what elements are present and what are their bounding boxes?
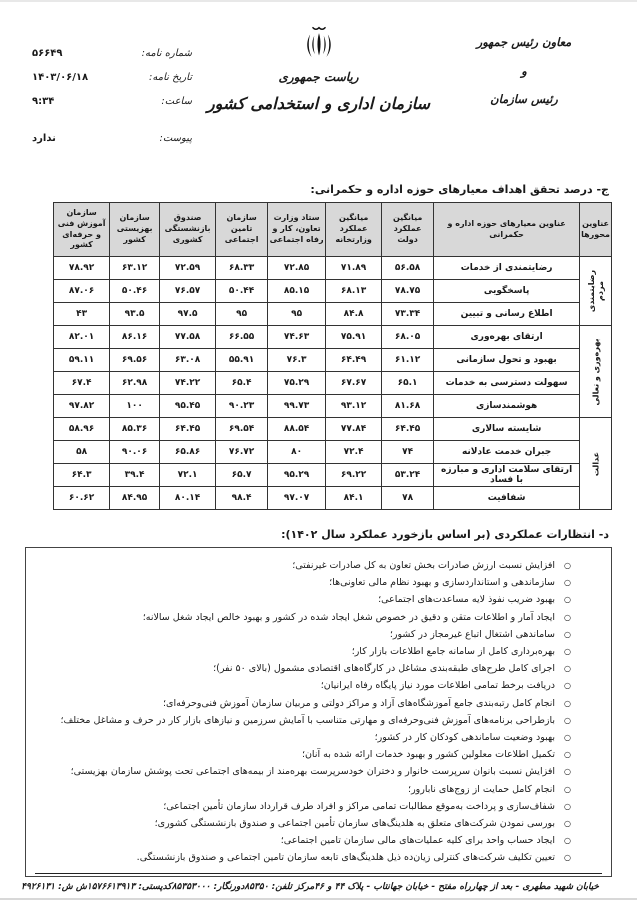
- criteria-table: [53, 202, 612, 510]
- value-cell: ۸۴.۱: [326, 487, 382, 510]
- value-cell: ۶۴.۴۵: [160, 418, 216, 441]
- expectations-box: [25, 547, 612, 877]
- value-cell: ۷۶.۷۲: [216, 441, 268, 464]
- table-row: [54, 372, 612, 395]
- expectation-item: [34, 591, 597, 608]
- value-cell: ۶۲.۹۸: [110, 372, 160, 395]
- table-row: [54, 418, 612, 441]
- signer-title-line2: و: [521, 63, 527, 78]
- value-cell: ۶۳.۱۲: [110, 257, 160, 280]
- expectation-text: دریافت برخط تمامی اطلاعات مورد نیاز پایگاه رفاه ایرانیان؛: [320, 680, 556, 692]
- expectation-text: بورسی نمودن شرکت‌های متعلق به هلدینگ‌های سازمان تأمین اجتماعی و صندوق بازنشستگی کشوری؛: [154, 818, 556, 830]
- expectation-text: تکمیل اطلاعات معلولین کشور و بهبود خدمات ارائه شده به آنان؛: [301, 749, 556, 761]
- value-cell: ۹۰.۰۶: [110, 441, 160, 464]
- expectation-item: [34, 815, 597, 832]
- footer-registry-number: ش ش: ۴۹۲۶۱۳۱: [21, 882, 87, 892]
- value-cell: ۷۲.۵۹: [160, 257, 216, 280]
- value-cell: ۶۵.۸۶: [160, 441, 216, 464]
- bullet-icon: ○: [564, 819, 571, 829]
- value-cell: ۷۸.۹۲: [54, 257, 110, 280]
- expectation-item: [34, 626, 597, 643]
- axis-group-cell: [580, 326, 612, 418]
- value-cell: ۸۷.۰۶: [54, 280, 110, 303]
- criteria-cell: رضایتمندی از خدمات: [434, 257, 580, 280]
- header-axes: عناوین محورها: [580, 203, 612, 257]
- value-cell: ۸۰.۱۴: [160, 487, 216, 510]
- axis-group-label: بهره‌وری و تعالی: [590, 337, 600, 406]
- value-cell: ۸۰: [268, 441, 326, 464]
- expectation-text: تعیین تکلیف شرکت‌های کنترلی زیان‌ده ذیل هلدینگ‌های تابعه سازمان تامین اجتماعی و صندوق بازنشستگی.: [136, 852, 556, 864]
- value-cell: ۷۴.۶۳: [268, 326, 326, 349]
- criteria-cell: پاسخگویی: [434, 280, 580, 303]
- expectation-text: بهبود وضعیت ساماندهی کودکان کار در کشور؛: [374, 732, 556, 744]
- footer-divider: [35, 873, 602, 874]
- bullet-icon: ○: [564, 578, 571, 588]
- value-cell: ۶۵.۴: [216, 372, 268, 395]
- org-name: سازمان اداری و استخدامی کشور: [206, 94, 431, 113]
- axis-group-cell: [580, 418, 612, 510]
- value-cell: ۶۹.۲۲: [326, 464, 382, 487]
- value-cell: ۶۹.۵۴: [216, 418, 268, 441]
- value-cell: ۸۶.۱۶: [110, 326, 160, 349]
- letter-attachment-label: پیوست:: [159, 133, 192, 144]
- bullet-icon: ○: [564, 595, 571, 605]
- value-cell: ۷۵.۹۱: [326, 326, 382, 349]
- signer-block: [459, 36, 589, 106]
- value-cell: ۹۵: [268, 303, 326, 326]
- org-block: [204, 24, 434, 113]
- expectation-item: [34, 660, 597, 677]
- value-cell: ۶۵.۷: [216, 464, 268, 487]
- criteria-cell: بهبود و تحول سازمانی: [434, 349, 580, 372]
- letterhead: [0, 2, 637, 177]
- value-cell: ۵۸.۹۶: [54, 418, 110, 441]
- value-cell: ۶۳.۰۸: [160, 349, 216, 372]
- header-ministry-hq: ستاد وزارت تعاون، کار و رفاه اجتماعی: [268, 203, 326, 257]
- value-cell: ۵۰.۴۶: [110, 280, 160, 303]
- letter-date-label: تاریخ نامه:: [149, 72, 192, 83]
- value-cell: ۶۷.۶۷: [326, 372, 382, 395]
- header-ministry-average: میانگین عملکرد وزارتخانه: [326, 203, 382, 257]
- bullet-icon: ○: [564, 664, 571, 674]
- table-row: [54, 487, 612, 510]
- letter-time-label: ساعت:: [161, 96, 192, 107]
- bullet-icon: ○: [564, 612, 571, 622]
- criteria-cell: شایسته سالاری: [434, 418, 580, 441]
- criteria-cell: ارتقای سلامت اداری و مبارزه با فساد: [434, 464, 580, 487]
- value-cell: ۷۸.۷۵: [382, 280, 434, 303]
- value-cell: ۷۶.۳: [268, 349, 326, 372]
- letter-number-row: [32, 48, 192, 59]
- letter-number-label: شماره نامه:: [141, 48, 192, 59]
- value-cell: ۷۵.۲۹: [268, 372, 326, 395]
- expectation-text: افزایش نسبت ارزش صادرات بخش تعاون به کل صادرات غیرنفتی؛: [292, 560, 556, 571]
- criteria-cell: سهولت دسترسی به خدمات: [434, 372, 580, 395]
- axis-group-label: رضایتمندی مردم: [586, 269, 605, 313]
- letter-time-value: ۹:۳۴: [32, 96, 55, 107]
- letter-number-value: ۵۶۶۴۹: [32, 48, 63, 59]
- value-cell: ۸۵.۱۵: [268, 280, 326, 303]
- header-gov-average: میانگین عملکرد دولت: [382, 203, 434, 257]
- section-c-title: ج- درصد تحقق اهداف معیارهای حوزه اداره و حکمرانی:: [310, 183, 609, 196]
- value-cell: ۵۰.۴۴: [216, 280, 268, 303]
- footer-address: خیابان شهید مطهری - بعد از چهارراه مفتح - خیابان جهانتاب - پلاک ۴۴ و ۴۶: [314, 882, 599, 892]
- value-cell: ۵۶.۵۸: [382, 257, 434, 280]
- bullet-icon: ○: [564, 681, 571, 691]
- value-cell: ۳۹.۴: [110, 464, 160, 487]
- signer-title-line1: معاون رئیس جمهور: [476, 35, 572, 49]
- criteria-cell: هوشمندسازی: [434, 395, 580, 418]
- value-cell: ۸۴.۸: [326, 303, 382, 326]
- value-cell: ۹۷.۵: [160, 303, 216, 326]
- header-pension-fund: صندوق بازنشستگی کشوری: [160, 203, 216, 257]
- table-row: [54, 441, 612, 464]
- value-cell: ۸۵.۳۶: [110, 418, 160, 441]
- expectation-text: انجام کامل رتبه‌بندی جامع آموزشگاه‌های آزاد و مراکز دولتی و مربیان سازمان آموزش فنی‌وحرفه‌ای؛: [162, 697, 556, 709]
- bullet-icon: ○: [564, 698, 571, 708]
- value-cell: ۷۸: [382, 487, 434, 510]
- expectation-text: سازماندهی و استانداردسازی و بهبود نظام مالی تعاونی‌ها؛: [329, 577, 556, 589]
- bullet-icon: ○: [564, 836, 571, 846]
- table-row: [54, 280, 612, 303]
- bullet-icon: ○: [564, 750, 571, 760]
- value-cell: ۸۱.۶۸: [382, 395, 434, 418]
- bullet-icon: ○: [564, 767, 571, 777]
- value-cell: ۱۰۰: [110, 395, 160, 418]
- value-cell: ۶۹.۵۶: [110, 349, 160, 372]
- expectation-item: [34, 763, 597, 780]
- iran-emblem-icon: [302, 24, 336, 68]
- value-cell: ۹۵: [216, 303, 268, 326]
- criteria-cell: جبران خدمت عادلانه: [434, 441, 580, 464]
- header-tvto: سازمان آموزش فنی و حرفه‌ای کشور: [54, 203, 110, 257]
- value-cell: ۹۵.۲۹: [268, 464, 326, 487]
- table-row: [54, 257, 612, 280]
- letter-attachment-value: ندارد: [32, 133, 56, 144]
- value-cell: ۶۱.۱۲: [382, 349, 434, 372]
- header-criteria: عناوین معیارهای حوزه اداره و حکمرانی: [434, 203, 580, 257]
- expectation-text: اجرای کامل طرح‌های طبقه‌بندی مشاغل در کارگاه‌های اقتصادی مشمول (بالای ۵۰ نفر)؛: [213, 663, 556, 675]
- bullet-icon: ○: [564, 647, 571, 657]
- letter-meta: [32, 48, 192, 157]
- expectation-item: [34, 832, 597, 849]
- value-cell: ۶۴.۴۵: [382, 418, 434, 441]
- expectation-text: ایجاد حساب واحد برای کلیه عملیات‌های مالی سازمان تامین اجتماعی؛: [280, 835, 556, 847]
- letter-date-value: ۱۴۰۳/۰۶/۱۸: [32, 72, 89, 83]
- value-cell: ۶۸.۰۵: [382, 326, 434, 349]
- section-d-title: د- انتظارات عملکردی (بر اساس بازخورد عملکرد سال ۱۴۰۲):: [281, 528, 609, 541]
- expectation-text: انجام کامل حمایت از زوج‌های نابارور؛: [408, 783, 556, 795]
- table-row: [54, 326, 612, 349]
- value-cell: ۶۸.۳۳: [216, 257, 268, 280]
- value-cell: ۶۴.۴۹: [326, 349, 382, 372]
- expectation-text: بازطراحی برنامه‌های آموزش فنی‌وحرفه‌ای و مهارتی متناسب با آمایش سرزمین و نیازهای بازار کار در حرف و مشاغل مختلف؛: [60, 714, 556, 726]
- value-cell: ۸۸.۵۴: [268, 418, 326, 441]
- value-cell: ۷۲.۴: [326, 441, 382, 464]
- expectation-item: [34, 643, 597, 660]
- value-cell: ۴۳: [54, 303, 110, 326]
- value-cell: ۹۷.۰۷: [268, 487, 326, 510]
- value-cell: ۹۹.۷۳: [268, 395, 326, 418]
- value-cell: ۵۹.۱۱: [54, 349, 110, 372]
- axis-group-label: عدالت: [590, 451, 600, 476]
- header-social-security-org: سازمان تامین اجتماعی: [216, 203, 268, 257]
- table-row: [54, 464, 612, 487]
- value-cell: ۷۶.۵۷: [160, 280, 216, 303]
- value-cell: ۹۸.۴: [216, 487, 268, 510]
- value-cell: ۹۳.۵: [110, 303, 160, 326]
- expectation-item: [34, 557, 597, 574]
- expectation-text: بهره‌برداری کامل از سامانه جامع اطلاعات بازار کار؛: [351, 646, 556, 658]
- value-cell: ۷۴.۲۲: [160, 372, 216, 395]
- expectation-item: [34, 712, 597, 729]
- value-cell: ۷۱.۸۹: [326, 257, 382, 280]
- value-cell: ۷۲.۸۵: [268, 257, 326, 280]
- criteria-cell: ارتقای بهره‌وری: [434, 326, 580, 349]
- bullet-icon: ○: [564, 629, 571, 639]
- value-cell: ۶۶.۵۵: [216, 326, 268, 349]
- value-cell: ۹۳.۱۲: [326, 395, 382, 418]
- value-cell: ۷۲.۱: [160, 464, 216, 487]
- value-cell: ۶۸.۱۳: [326, 280, 382, 303]
- bullet-icon: ○: [564, 853, 571, 863]
- expectation-text: ساماندهی اشتغال اتباع غیرمجاز در کشور؛: [389, 628, 556, 640]
- expectation-text: ایجاد آمار و اطلاعات متقن و دقیق در خصوص شغل ایجاد شده در کشور و بهبود خالص ایجاد شغل سالانه؛: [142, 611, 556, 623]
- value-cell: ۹۷.۸۲: [54, 395, 110, 418]
- bullet-icon: ○: [564, 733, 571, 743]
- criteria-cell: شفافیت: [434, 487, 580, 510]
- criteria-table-body: [54, 257, 612, 510]
- criteria-cell: اطلاع رسانی و تبیین: [434, 303, 580, 326]
- value-cell: ۵۸: [54, 441, 110, 464]
- expectation-item: [34, 695, 597, 712]
- expectation-text: شفاف‌سازی و پرداخت به‌موقع مطالبات تمامی مراکز و افراد طرف قرارداد سازمان تأمین اجتماعی؛: [163, 800, 556, 812]
- expectation-item: [34, 729, 597, 746]
- expectation-item: [34, 574, 597, 591]
- bullet-icon: ○: [564, 784, 571, 794]
- value-cell: ۹۰.۲۳: [216, 395, 268, 418]
- value-cell: ۷۷.۸۴: [326, 418, 382, 441]
- bullet-icon: ○: [564, 561, 571, 570]
- signer-title-line3: رئیس سازمان: [490, 92, 558, 107]
- bullet-icon: ○: [564, 715, 571, 725]
- table-row: [54, 303, 612, 326]
- bullet-icon: ○: [564, 801, 571, 811]
- value-cell: ۸۴.۹۵: [110, 487, 160, 510]
- value-cell: ۶۴.۳: [54, 464, 110, 487]
- footer-phone: مرکز تلفن: ۸۵۳۵۰: [244, 882, 315, 892]
- value-cell: ۶۷.۴: [54, 372, 110, 395]
- footer-fax: دورنگار: ۸۵۳۵۳۰۰۰: [171, 882, 245, 892]
- letter-attachment-row: [32, 133, 192, 144]
- value-cell: ۹۵.۴۵: [160, 395, 216, 418]
- value-cell: ۶۵.۱: [382, 372, 434, 395]
- value-cell: ۵۳.۲۴: [382, 464, 434, 487]
- table-row: [54, 349, 612, 372]
- value-cell: ۶۰.۶۲: [54, 487, 110, 510]
- expectation-item: [34, 677, 597, 694]
- footer-postal-code: کدپستی: ۱۵۷۶۶۱۳۹۱۳: [86, 882, 172, 892]
- page-footer: [0, 873, 637, 892]
- value-cell: ۵۵.۹۱: [216, 349, 268, 372]
- expectation-text: افزایش نسبت بانوان سرپرست خانوار و دختران خودسرپرست بهره‌مند از بیمه‌های اجتماعی تحت پوشش سازمان بهزیستی؛: [70, 766, 556, 778]
- value-cell: ۷۴: [382, 441, 434, 464]
- table-header-row: [54, 203, 612, 257]
- expectation-item: [34, 798, 597, 815]
- table-row: [54, 395, 612, 418]
- expectation-item: [34, 781, 597, 798]
- expectation-item: [34, 609, 597, 626]
- expectation-item: [34, 746, 597, 763]
- letter-date-row: [32, 72, 192, 83]
- expectation-text: بهبود ضریب نفوذ لایه مساعدت‌های اجتماعی؛: [378, 594, 556, 606]
- header-welfare-org: سازمان بهزیستی کشور: [110, 203, 160, 257]
- value-cell: ۷۷.۵۸: [160, 326, 216, 349]
- org-parent-name: ریاست جمهوری: [278, 70, 359, 84]
- value-cell: ۷۳.۳۴: [382, 303, 434, 326]
- value-cell: ۸۲.۰۱: [54, 326, 110, 349]
- letter-time-row: [32, 96, 192, 107]
- axis-group-cell: [580, 257, 612, 326]
- expectation-item: [34, 849, 597, 866]
